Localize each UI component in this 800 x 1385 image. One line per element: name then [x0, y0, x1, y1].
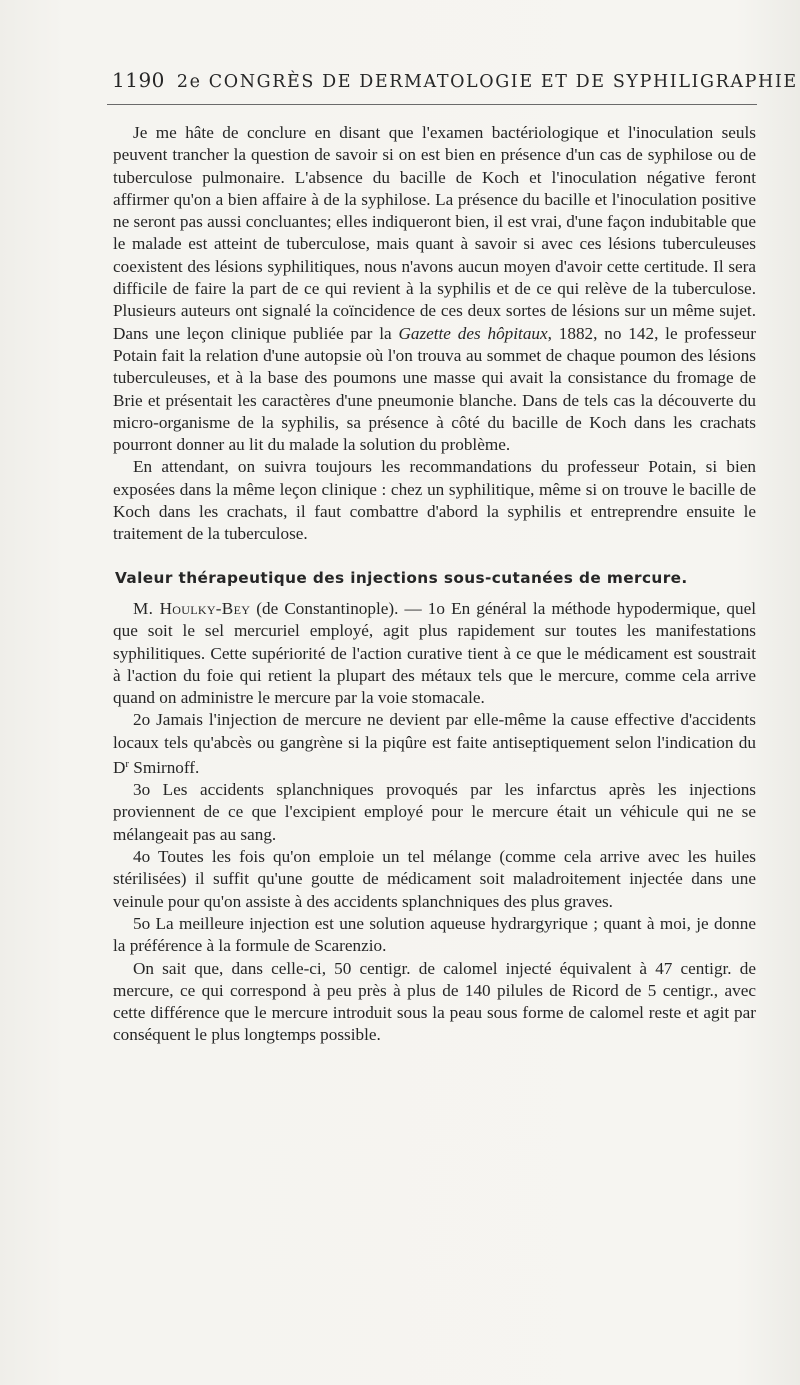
header-rule: [107, 104, 757, 105]
page-header: [112, 68, 798, 92]
page-body: [113, 122, 756, 1047]
paragraph-point-5: 5o La meilleure injection est une solution aqueuse hydrargyrique ; quant à moi, je donne la préférence à la formule de Scarenzio.: [113, 913, 756, 956]
paragraph-text: , 1882, no 142, le professeur Potain fait la relation d'une autopsie où l'on trouva au sommet de chaque poumon des lésions tuberculeuses, et à la base des poumons une masse qui avait la consistance du fromage de Brie et présentait les caractères d'une pneumonie blanche. Dans de tels cas la découverte du micro-organisme de la syphilis, sa présence à côté du bacille de Koch dans les crachats pourront donner au lit du malade la solution du problème.: [113, 323, 756, 455]
paragraph-point-3: 3o Les accidents splanchniques provoqués par les infarctus après les injections proviennent de ce que l'excipient employé pour le mercure était un véhicule qui ne se mélangeait pas au sang.: [113, 780, 756, 844]
paragraph-point-1: [113, 598, 756, 709]
section-heading: Valeur thérapeutique des injections sous-cutanées de mercure.: [115, 568, 688, 587]
paragraph-conclusion: [113, 122, 756, 456]
paragraph-calomel: On sait que, dans celle-ci, 50 centigr. de calomel injecté équivalent à 47 centigr. de mercure, ce qui correspond à peu près à plus de 140 pilules de Ricord de 5 centigr., avec cette différence que le mercure introduit sous la peau sous forme de calomel reste et agit par conséquent le plus longtemps possible.: [113, 958, 756, 1045]
paragraph-point-2: [113, 709, 756, 779]
speaker-name: M. Houlky-Bey: [133, 598, 251, 618]
paragraph-recommendation: En attendant, on suivra toujours les recommandations du professeur Potain, si bien exposées dans la même leçon clinique : chez un syphilitique, même si on trouve le bacille de Koch dans les crachats, il faut combattre d'abord la syphilis et entreprendre ensuite le traitement de la tuberculose.: [113, 457, 756, 544]
superscript: r: [125, 759, 129, 771]
paragraph-point-4: 4o Toutes les fois qu'on emploie un tel mélange (comme cela arrive avec les huiles stérilisées) il suffit qu'une goutte de médicament soit maladroitement injectée dans une veinule pour qu'on assiste à des accidents splanchniques des plus graves.: [113, 847, 756, 911]
page-number: 1190: [112, 68, 165, 92]
paragraph-text: Je me hâte de conclure en disant que l'examen bactériologique et l'inoculation seuls peuvent trancher la question de savoir si on est bien en présence d'un cas de syphilose ou de tuberculose pulmonaire. L'absence du bacille de Koch et l'inoculation négative feront affirmer qu'on a bien affaire à de la syphilose. La présence du bacille et l'inoculation positive ne seront pas aussi concluantes; elles indiqueront bien, il est vrai, d'une façon indubitable que le malade est atteint de tuberculose, mais quant à savoir si avec ces lésions tuberculeuses coexistent des lésions syphilitiques, nous n'avons aucun moyen d'avoir cette certitude. Il sera difficile de faire la part de ce qui revient à la syphilis et de ce qui relève de la tuberculose. Plusieurs auteurs ont signalé la coïncidence de ces deux sortes de lésions sur un même sujet. Dans une leçon clinique publiée par la: [113, 123, 756, 343]
journal-title: Gazette des hôpitaux: [398, 323, 548, 343]
paragraph-text: (de Constantinople). — 1o En général la méthode hypodermique, quel que soit le sel mercuriel employé, agit plus rapidement sur toutes les manifestations syphilitiques. Cette supériorité de l'action curative tient à ce que le médicament est soustrait à l'action du foie qui retient la plupart des métaux tels que le mercure, comme cela arrive quand on administre le mercure par la voie stomacale.: [113, 598, 756, 708]
running-title: 2e CONGRÈS DE DERMATOLOGIE ET DE SYPHILIGRAPHIE: [176, 72, 798, 92]
paragraph-text: Smirnoff.: [128, 757, 200, 777]
paragraph-text: 2o Jamais l'injection de mercure ne devient par elle-même la cause effective d'accidents locaux tels qu'abcès ou gangrène si la piqûre est faite antiseptiquement selon l'indication du D: [113, 710, 756, 777]
